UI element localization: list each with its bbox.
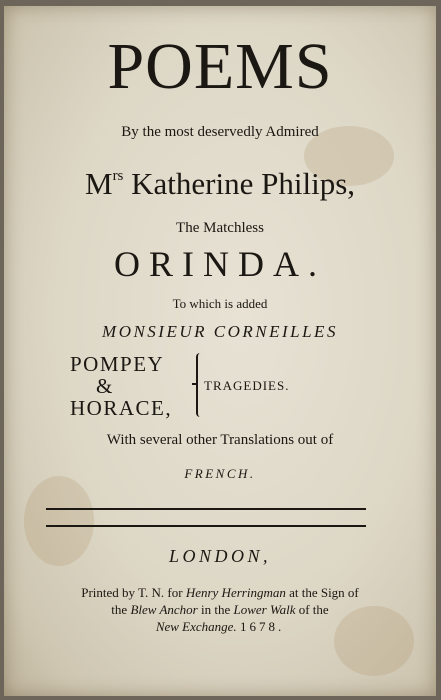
- imprint-the: the: [111, 602, 128, 617]
- title-page: [4, 6, 436, 696]
- pseudonym: ORINDA.: [114, 244, 326, 284]
- imprint-in-the: in the: [200, 602, 231, 617]
- place-of-publication: LONDON,: [168, 546, 272, 566]
- language-line: FRENCH.: [184, 466, 256, 481]
- book-title: POEMS: [107, 30, 333, 103]
- imprint-of-the: of the: [298, 602, 329, 617]
- imprint-exchange: New Exchange.: [155, 619, 237, 634]
- author-full-name: Katherine Philips,: [131, 166, 356, 201]
- author-prefix-sup: rs: [112, 168, 124, 184]
- imprint-year: 1678.: [239, 619, 285, 634]
- translator-line: MONSIEUR CORNEILLES: [102, 322, 338, 341]
- imprint-line-2: [4, 601, 436, 618]
- tragedy-pompey: POMPEY: [70, 352, 165, 376]
- imprint-publisher: Henry Herringman: [185, 585, 286, 600]
- tragedies-block: [70, 353, 390, 419]
- added-line: To which is added: [172, 296, 268, 311]
- author-name: [4, 158, 436, 202]
- by-line: By the most deservedly Admired: [121, 124, 319, 140]
- imprint-line-3: [4, 618, 436, 635]
- tragedy-horace: HORACE,: [70, 396, 173, 420]
- imprint-walk: Lower Walk: [233, 602, 296, 617]
- epithet: The Matchless: [176, 220, 264, 236]
- brace-point: [192, 383, 197, 385]
- imprint-printed-by: Printed by T. N. for: [81, 585, 183, 600]
- divider-rule-top: [46, 508, 366, 510]
- tragedy-ampersand: &: [96, 374, 114, 398]
- imprint-sign-name: Blew Anchor: [130, 602, 198, 617]
- tragedies-label: TRAGEDIES.: [204, 378, 290, 393]
- divider-rule-bottom: [46, 525, 366, 527]
- imprint-line-1: [4, 584, 436, 601]
- imprint-at-sign: at the Sign of: [289, 585, 359, 600]
- author-prefix: M: [84, 166, 113, 201]
- translations-line: With several other Translations out of: [106, 432, 334, 448]
- imprint: [4, 584, 436, 635]
